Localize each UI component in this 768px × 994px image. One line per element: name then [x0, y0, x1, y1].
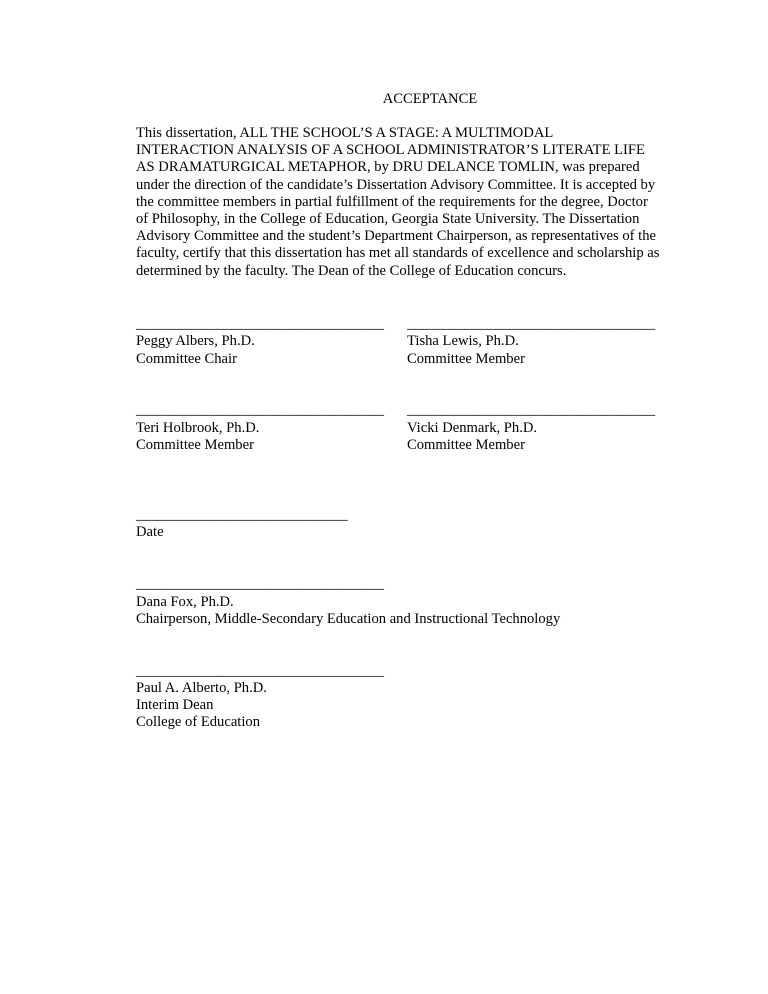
- signature-line: __________________________________: [136, 663, 385, 679]
- signatory-name: Teri Holbrook, Ph.D.: [136, 420, 260, 436]
- date-line: _____________________________: [136, 507, 348, 523]
- signature-line: __________________________________: [407, 402, 656, 418]
- signatory-role: Committee Member: [407, 437, 525, 453]
- signature-line: __________________________________: [407, 316, 656, 332]
- signatory-role: Committee Chair: [136, 351, 237, 367]
- signatory-name: Peggy Albers, Ph.D.: [136, 333, 255, 349]
- signatory-unit: College of Education: [136, 714, 261, 730]
- date-label: Date: [136, 524, 164, 540]
- signatory-role: Committee Member: [136, 437, 254, 453]
- paragraph-line: INTERACTION ANALYSIS OF A SCHOOL ADMINISTRATOR’S LITERATE LIFE: [136, 142, 645, 158]
- signatory-role: Committee Member: [407, 351, 525, 367]
- paragraph-line: This dissertation, ALL THE SCHOOL’S A STAGE: A MULTIMODAL: [136, 125, 554, 141]
- signatory-role: Interim Dean: [136, 697, 214, 713]
- paragraph-line: Advisory Committee and the student’s Department Chairperson, as representatives of the: [136, 228, 656, 244]
- paragraph-line: AS DRAMATURGICAL METAPHOR, by DRU DELANCE TOMLIN, was prepared: [136, 159, 640, 175]
- paragraph-line: under the direction of the candidate’s Dissertation Advisory Committee. It is accepted by: [136, 177, 656, 193]
- paragraph-line: determined by the faculty. The Dean of the College of Education concurs.: [136, 263, 567, 279]
- paragraph-line: faculty, certify that this dissertation has met all standards of excellence and scholarship as: [136, 245, 660, 261]
- signature-line: __________________________________: [136, 316, 385, 332]
- paragraph-line: of Philosophy, in the College of Education, Georgia State University. The Dissertation: [136, 211, 640, 227]
- signature-line: __________________________________: [136, 402, 385, 418]
- signature-line: __________________________________: [136, 576, 385, 592]
- paragraph-line: the committee members in partial fulfillment of the requirements for the degree, Doctor: [136, 194, 648, 210]
- signatory-name: Paul A. Alberto, Ph.D.: [136, 680, 267, 696]
- page-title: ACCEPTANCE: [382, 91, 478, 107]
- signatory-name: Vicki Denmark, Ph.D.: [407, 420, 538, 436]
- signatory-name: Tisha Lewis, Ph.D.: [407, 333, 519, 349]
- signatory-name: Dana Fox, Ph.D.: [136, 594, 234, 610]
- signatory-role: Chairperson, Middle-Secondary Education and Instructional Technology: [136, 611, 561, 627]
